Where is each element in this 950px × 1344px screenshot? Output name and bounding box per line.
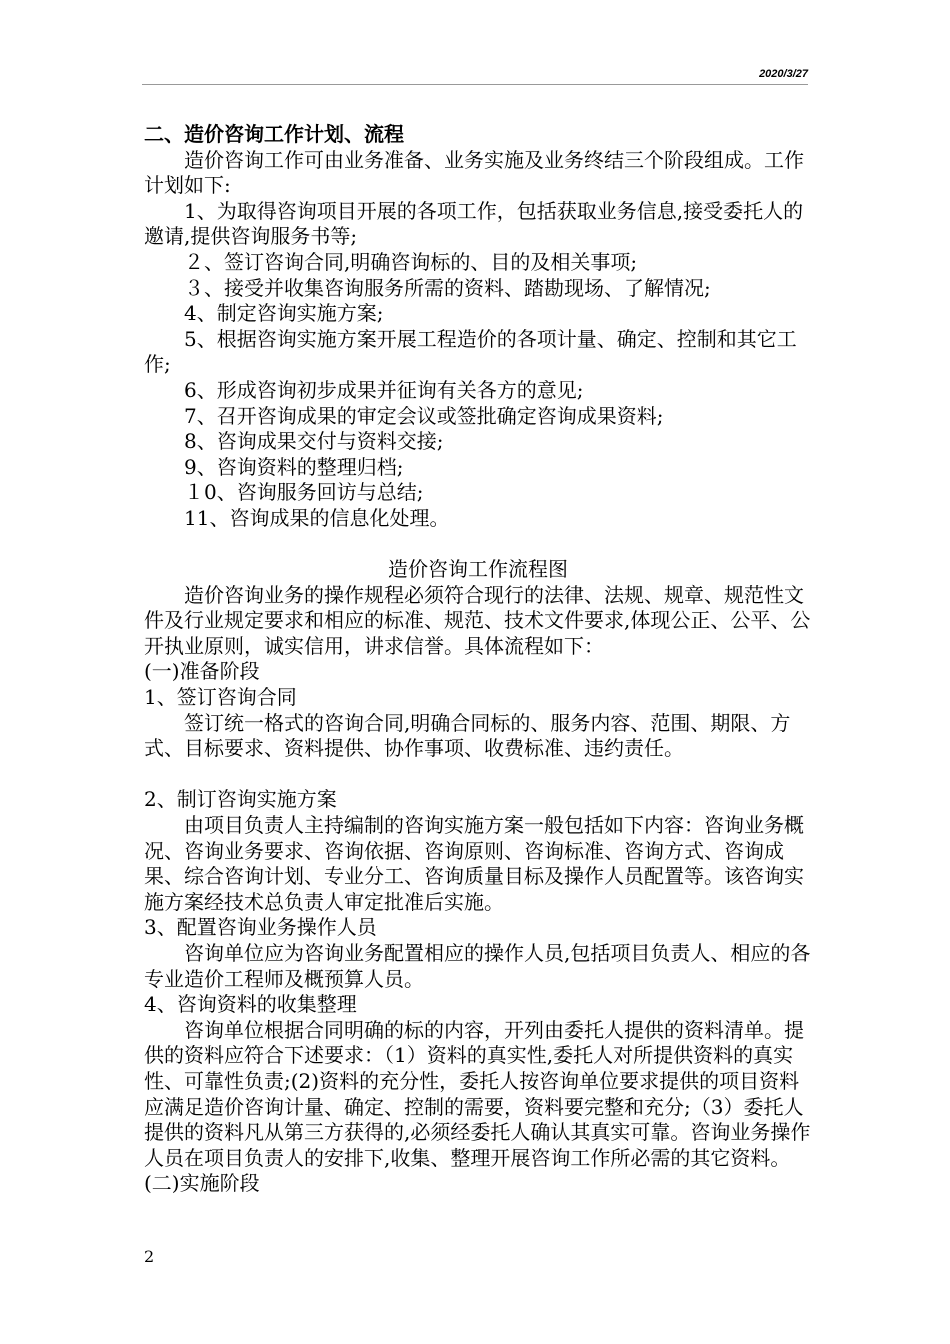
plan-item: ２、签订咨询合同,明确咨询标的、目的及相关事项; xyxy=(184,249,638,274)
step-body: 咨询单位根据合同明确的标的内容，开列由委托人提供的资料清单。提供的资料应符合下述要求：（1）资料的真实性,委托人对所提供资料的真实性、可靠性负责;(2)资料的充分性，委托人按咨询单位要求提供的项目资料应满足造价咨询计量、确定、控制的需要，资料要完整和充分;（3）委托人提供的资料凡从第三方获得的,必须经委托人确认其真实可靠。咨询业务操作人员在项目负责人的安排下,收集、整理开展咨询工作所必需的其它资料。 xyxy=(144,1017,811,1170)
stage-title: (二)实施阶段 xyxy=(144,1171,260,1196)
step-body: 由项目负责人主持编制的咨询实施方案一般包括如下内容：咨询业务概况、咨询业务要求、咨询依据、咨询原则、咨询标准、咨询方式、咨询成果、综合咨询计划、专业分工、咨询质量目标及操作人员配置等。该咨询实施方案经技术总负责人审定批准后实施。 xyxy=(144,813,804,914)
plan-item: 4、制定咨询实施方案; xyxy=(184,301,384,326)
header-divider xyxy=(142,84,808,85)
plan-item: 7、召开咨询成果的审定会议或签批确定咨询成果资料; xyxy=(184,403,664,428)
plan-item: 1、为取得咨询项目开展的各项工作，包括获取业务信息,接受委托人的邀请,提供咨询服务书等; xyxy=(144,198,804,249)
plan-item: 6、形成咨询初步成果并征询有关各方的意见; xyxy=(184,377,584,402)
step-body: 咨询单位应为咨询业务配置相应的操作人员,包括项目负责人、相应的各专业造价工程师及概预算人员。 xyxy=(144,941,811,991)
step-title: 3、配置咨询业务操作人员 xyxy=(144,915,377,940)
plan-item: 5、根据咨询实施方案开展工程造价的各项计量、确定、控制和其它工作; xyxy=(144,326,797,377)
intro-paragraph: 造价咨询工作可由业务准备、业务实施及业务终结三个阶段组成。工作计划如下: xyxy=(144,147,804,198)
flow-intro-paragraph: 造价咨询业务的操作规程必须符合现行的法律、法规、规章、规范性文件及行业规定要求和相应的标准、规范、技术文件要求,体现公正、公平、公开执业原则，诚实信用，讲求信誉。具体流程如下： xyxy=(144,582,811,658)
document-body xyxy=(144,122,812,1197)
page-number: 2 xyxy=(144,1247,155,1266)
plan-item: １0、咨询服务回访与总结; xyxy=(184,480,424,505)
plan-item: ３、接受并收集咨询服务所需的资料、踏勘现场、了解情况; xyxy=(184,275,711,300)
header-date: 2020/3/27 xyxy=(759,68,808,80)
step-title: 2、制订咨询实施方案 xyxy=(144,787,337,812)
stage-title: (一)准备阶段 xyxy=(144,659,260,684)
section-title: 二、造价咨询工作计划、流程 xyxy=(144,122,404,146)
blank-line xyxy=(144,762,812,788)
plan-item: 8、咨询成果交付与资料交接; xyxy=(184,429,444,454)
plan-item: 9、咨询资料的整理归档; xyxy=(184,454,404,479)
flow-title: 造价咨询工作流程图 xyxy=(388,557,568,582)
step-title: 4、咨询资料的收集整理 xyxy=(144,992,357,1017)
plan-item: 11、咨询成果的信息化处理。 xyxy=(184,505,450,530)
plan-list xyxy=(144,199,812,532)
step-body: 签订统一格式的咨询合同,明确合同标的、服务内容、范围、期限、方式、目标要求、资料提供、协作事项、收费标准、违约责任。 xyxy=(144,710,791,761)
blank-line xyxy=(144,532,812,558)
step-title: 1、签订咨询合同 xyxy=(144,685,297,710)
